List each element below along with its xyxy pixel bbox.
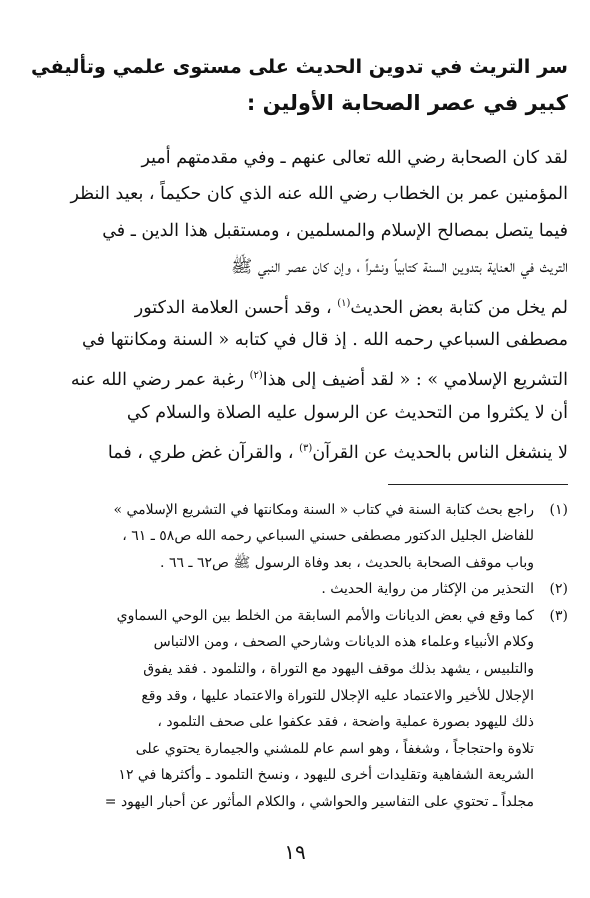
- body-text-segment: ، والقرآن غض طري ، فما: [107, 443, 294, 464]
- body-text-segment: لا ينشغل الناس بالحديث عن القرآن: [312, 443, 568, 464]
- body-text-segment: ، وقد أحسن العلامة الدكتور: [134, 297, 332, 318]
- body-line: [30, 358, 568, 394]
- body-text-segment: رغبة عمر رضي الله عنه: [70, 370, 245, 391]
- footnote-marker: (٣): [299, 443, 313, 455]
- footnote-line: والتلبيس ، يشهد بذلك موقف اليهود مع التوراة ، والتلمود . فقد يفوق: [143, 661, 534, 678]
- footnote-text: [30, 497, 534, 577]
- body-line: المؤمنين عمر بن الخطاب رضي الله عنه الذي كان حكيماً ، بعيد النظر: [70, 184, 568, 205]
- heading-line: سر التريث في تدوين الحديث على مستوى علمي وتأليفي: [31, 55, 568, 78]
- footnote-text: [30, 603, 534, 816]
- body-line: [30, 286, 568, 322]
- page: [30, 48, 568, 816]
- footnote-text: [30, 576, 534, 603]
- footnote-line: للفاضل الجليل الدكتور مصطفى حسني السباعي رحمه الله ص٥٨ ـ ٦١ ،: [122, 528, 534, 545]
- body-text: [30, 140, 568, 468]
- body-line: مصطفى السباعي رحمه الله . إذ قال في كتابه « السنة ومكانتها في: [82, 329, 568, 350]
- footnote-2: [30, 576, 568, 603]
- body-line: التريث في العناية بتدوين السنة كتابياً ونشراً ، وإن كان عصر النبي ﷺ: [231, 257, 568, 278]
- footnote-line: كما وقع في بعض الديانات والأمم السابقة من الخلط بين الوحي السماوي: [116, 607, 534, 624]
- footnote-3: [30, 603, 568, 816]
- footnote-line: ذلك لليهود بصورة عملية واضحة ، فقد عكفوا على صحف التلمود ،: [157, 714, 534, 731]
- footnote-line: مجلداً ـ تحتوي على التفاسير والحواشي ، والكلام المأثور عن أحبار اليهود =: [104, 794, 534, 811]
- footnote-marker: (٢): [249, 370, 263, 382]
- page-number: ١٩: [284, 840, 306, 864]
- footnote-number: (٢): [549, 581, 568, 598]
- body-line: فيما يتصل بمصالح الإسلام والمسلمين ، ومستقبل هذا الدين ـ في: [102, 220, 568, 241]
- footnote-marker: (١): [337, 297, 351, 309]
- body-text-segment: التشريع الإسلامي » : « لقد أضيف إلى هذا: [262, 370, 568, 391]
- footnote-number: (٣): [549, 607, 568, 624]
- footnote-line: التحذير من الإكثار من رواية الحديث .: [321, 581, 534, 598]
- footnote-line: الإجلال للأخير والاعتماد عليه الإجلال للتوراة والاعتماد عليها ، وقد وقع: [141, 687, 534, 704]
- body-line: [30, 431, 568, 467]
- body-text-segment: لم يخل من كتابة بعض الحديث: [350, 297, 568, 318]
- section-heading: [30, 48, 568, 122]
- body-line: لقد كان الصحابة رضي الله تعالى عنهم ـ وفي مقدمتهم أمير: [141, 148, 568, 168]
- footnote-line: راجع بحث كتابة السنة في كتاب « السنة ومكانتها في التشريع الإسلامي »: [113, 501, 534, 518]
- body-line: أن لا يكثروا من التحديث عن الرسول عليه الصلاة والسلام كي: [126, 402, 568, 423]
- footnote-line: الشريعة الشفاهية وتقليدات أخرى لليهود ، ونسخ التلمود ـ وأكثرها في ١٢: [118, 767, 534, 784]
- footnote-number: (١): [549, 501, 568, 518]
- footnote-line: تلاوة واحتجاجاً ، وشغفاً ، وهو اسم عام للمشني والجيمارة يحتوي على: [135, 740, 534, 757]
- footnote-1: [30, 497, 568, 577]
- footnotes: [30, 497, 568, 816]
- footnote-line: وكلام الأنبياء وعلماء هذه الديانات وشارحي الصحف ، ومن الالتباس: [153, 634, 534, 651]
- heading-line: كبير في عصر الصحابة الأولين :: [246, 91, 568, 115]
- footnote-line: وباب موقف الصحابة بالحديث ، بعد وفاة الرسول ﷺ ص٦٢ ـ ٦٦ .: [160, 554, 534, 571]
- footnote-divider: [388, 484, 568, 485]
